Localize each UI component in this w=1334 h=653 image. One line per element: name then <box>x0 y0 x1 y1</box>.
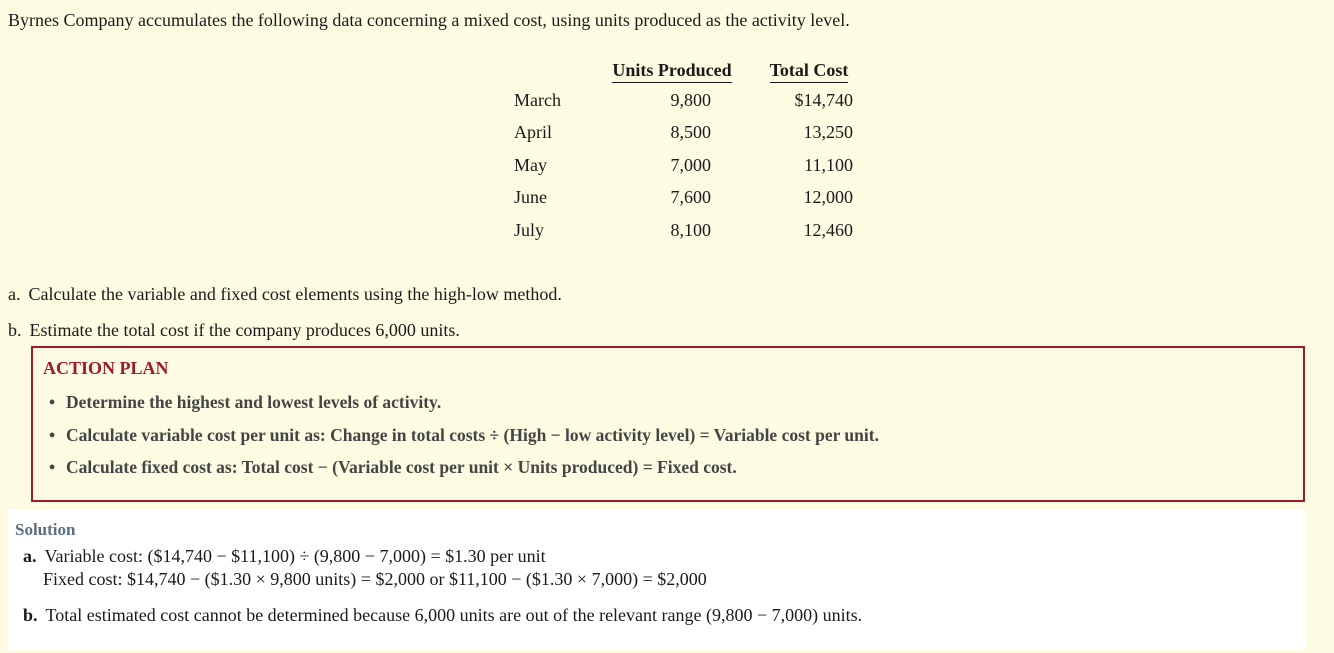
table-row <box>504 84 865 117</box>
solution-panel <box>8 510 1306 650</box>
table-row <box>504 182 865 215</box>
solution-a-line2: Fixed cost: $14,740 − ($1.30 × 9,800 units) = $2,000 or $11,100 − ($1.30 × 7,000) = $2,000 <box>43 569 707 589</box>
list-item: • Calculate variable cost per unit as: Change in total costs ÷ (High − low activity level) = Variable cost per unit. <box>49 425 879 445</box>
table-header-row <box>504 58 865 84</box>
cost-data-table <box>504 58 865 247</box>
table-row <box>504 117 865 150</box>
header-total-cost: Total Cost <box>753 58 865 84</box>
month-cell: April <box>514 122 552 143</box>
bullet-icon: • <box>49 457 56 477</box>
bullet-icon: • <box>49 392 56 412</box>
cost-cell: 11,100 <box>804 154 853 175</box>
cost-cell: 12,460 <box>803 219 853 240</box>
solution-a-label: a. <box>23 546 37 566</box>
table-row <box>504 149 865 182</box>
question-b <box>8 320 460 341</box>
solution-a-line1: a. Variable cost: ($14,740 − $11,100) ÷ (9,800 − 7,000) = $1.30 per unit <box>23 546 546 566</box>
solution-b-label: b. <box>23 605 38 625</box>
month-cell: June <box>514 187 547 208</box>
list-item: • Calculate fixed cost as: Total cost − (Variable cost per unit × Units produced) = Fixed cost. <box>49 457 737 477</box>
question-a <box>8 284 562 305</box>
units-cell: 9,800 <box>670 89 711 110</box>
bullet-icon: • <box>49 425 56 445</box>
units-cell: 7,600 <box>670 187 711 208</box>
header-units-produced: Units Produced <box>591 58 753 84</box>
intro-text: Byrnes Company accumulates the following data concerning a mixed cost, using units produced as the activity level. <box>8 10 850 30</box>
units-cell: 8,100 <box>670 219 711 240</box>
question-text: Estimate the total cost if the company produces 6,000 units. <box>29 320 460 340</box>
solution-title: Solution <box>15 520 76 539</box>
list-item: • Determine the highest and lowest levels of activity. <box>49 392 442 412</box>
cost-cell: 13,250 <box>803 122 853 143</box>
header-blank <box>504 58 591 84</box>
month-cell: July <box>514 219 545 240</box>
solution-b-line: b. Total estimated cost cannot be determined because 6,000 units are out of the relevant range (9,800 − 7,000) units. <box>23 605 863 625</box>
question-label: b. <box>8 320 22 340</box>
units-cell: 7,000 <box>670 154 711 175</box>
table-row <box>504 214 865 247</box>
units-cell: 8,500 <box>670 122 711 143</box>
cost-cell: $14,740 <box>794 89 853 110</box>
month-cell: March <box>514 89 561 110</box>
question-text: Calculate the variable and fixed cost elements using the high-low method. <box>28 284 562 304</box>
question-label: a. <box>8 284 21 304</box>
cost-cell: 12,000 <box>803 187 853 208</box>
month-cell: May <box>514 154 547 175</box>
action-plan-box <box>31 346 1305 502</box>
action-plan-title: ACTION PLAN <box>43 358 169 378</box>
